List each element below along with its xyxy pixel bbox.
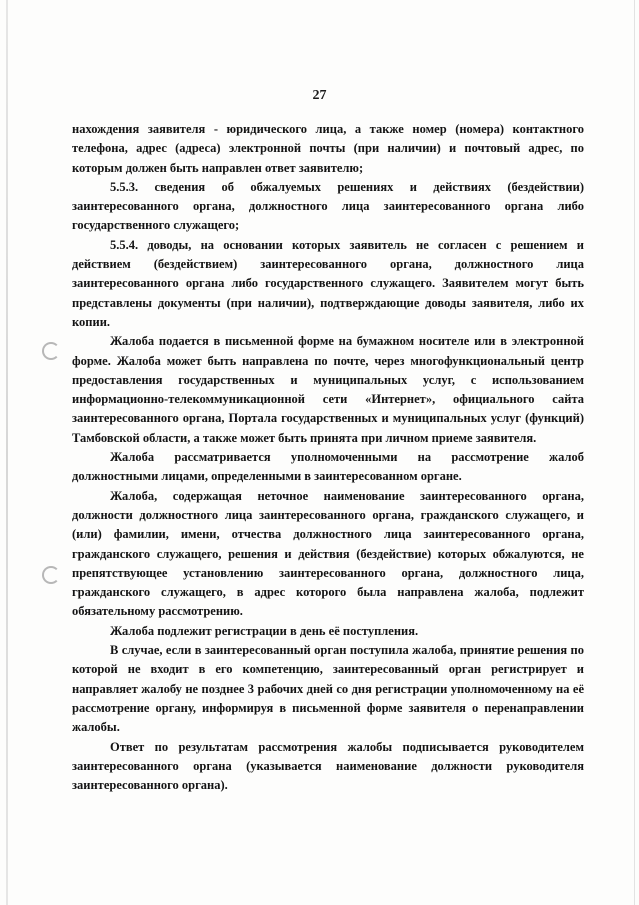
paragraph: Ответ по результатам рассмотрения жалобы подписывается руководителем заинтересованного органа (указывается наименование должности руководителя заинтересованного органа). <box>72 739 584 793</box>
paragraph: Жалоба подлежит регистрации в день её поступления. <box>110 623 419 638</box>
document-body <box>72 120 584 795</box>
punch-hole-icon <box>42 342 60 360</box>
paragraph: нахождения заявителя - юридического лица, а также номер (номера) контактного телефона, адрес (адреса) электронной почты (при наличии) и почтовый адрес, по которым должен быть направлен ответ заявителю; <box>72 122 584 175</box>
paragraph: Жалоба подается в письменной форме на бумажном носителе или в электронной форме. Жалоба может быть направлена по почте, через многофункциональный центр предоставления государственных и муниципальных услуг, с использованием информационно-телекоммуникационной сети «Интернет», официального сайта заинтересованного органа, Портала государственных и муниципальных услуг (функций) Тамбовской области, а также может быть принята при личном приеме заявителя. <box>72 334 584 445</box>
paragraph: Жалоба рассматривается уполномоченными на рассмотрение жалоб должностными лицами, определенными в заинтересованном органе. <box>72 450 584 484</box>
punch-hole-icon <box>42 566 60 584</box>
scan-edge-line <box>634 0 635 905</box>
paragraph: Жалоба, содержащая неточное наименование заинтересованного органа, должности должностного лица заинтересованного органа, гражданского служащего, и (или) фамилии, имени, отчества должностного лица заинтересованного органа, гражданского служащего, решения и действия (бездействие) которых обжалуются, не препятствующее установлению заинтересованного органа, должностного лица, гражданского служащего, в адрес которого была направлена жалоба, подлежит обязательному рассмотрению. <box>72 488 584 619</box>
paragraph: 5.5.4. доводы, на основании которых заявитель не согласен с решением и действием (бездействием) заинтересованного органа, должностного лица заинтересованного органа либо государственного служащего. Заявителем могут быть представлены документы (при наличии), подтверждающие доводы заявителя, либо их копии. <box>72 237 584 329</box>
page-number: 27 <box>312 88 327 103</box>
scan-edge-shadow <box>6 0 8 905</box>
paragraph: 5.5.3. сведения об обжалуемых решениях и действиях (бездействии) заинтересованного органа, должностного лица заинтересованного органа либо государственного служащего; <box>72 179 584 233</box>
paragraph: В случае, если в заинтересованный орган поступила жалоба, принятие решения по которой не входит в его компетенцию, заинтересованный орган регистрирует и направляет жалобу не позднее 3 рабочих дней со дня регистрации уполномоченному на её рассмотрение органу, информируя в письменной форме заявителя о перенаправлении жалобы. <box>72 643 584 735</box>
